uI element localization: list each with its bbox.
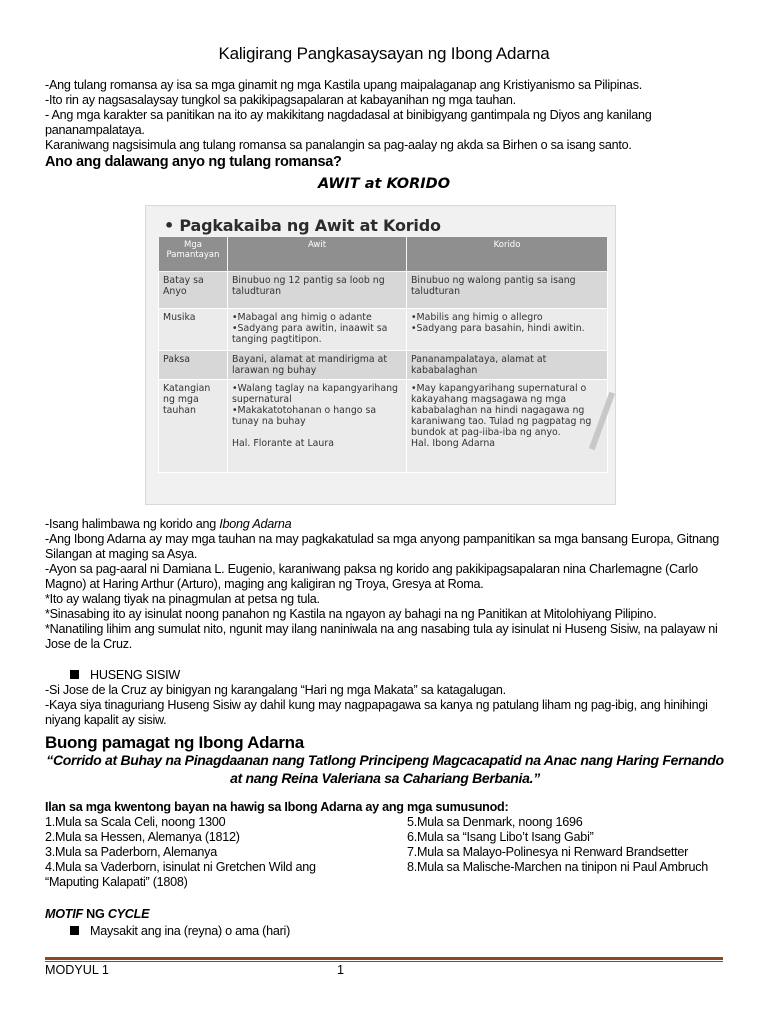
awit-korido-subtitle: AWIT at KORIDO xyxy=(317,176,451,192)
table-row xyxy=(159,309,608,351)
table-cell: •May kapangyarihang supernatural o kakayahang magsagawa ng mga kababalaghan na hindi nagagawa ng karaniwang tao. Tulad ng pagpatag ng bundok at pag-iiba-iba ng anyo. Hal. Ibong Adarna xyxy=(407,380,608,473)
full-title-quote: “Corrido at Buhay na Pinagdaanan nang Tatlong Principeng Magcacapatid na Anac nang Haring Fernando at nang Reina Valeriana sa Cahariang Berbania.” xyxy=(46,752,724,786)
korido-example-title: Ibong Adarna xyxy=(219,517,292,531)
similar-stories-right-column xyxy=(407,815,737,875)
table-cell: •Mabagal ang himig o adante •Sadyang para awitin, inaawit sa tanging pagtitipon. xyxy=(228,309,407,351)
korido-example-prefix: -Isang halimbawa ng korido ang xyxy=(45,517,220,531)
table-cell-label: Paksa xyxy=(159,351,228,380)
table-cell-label: Musika xyxy=(159,309,228,351)
square-bullet-icon xyxy=(70,926,79,935)
korido-example-line xyxy=(45,517,725,532)
body-paragraph xyxy=(45,517,725,652)
list-item: 2.Mula sa Hessen, Alemanya (1812) xyxy=(45,830,240,844)
footer-rule xyxy=(45,957,723,960)
huseng-line: -Si Jose de la Cruz ay binigyan ng karangalang “Hari ng mga Makata” sa katagalugan. xyxy=(45,683,506,697)
similar-stories-heading: Ilan sa mga kwentong bayan na hawig sa Ibong Adarna ay ang mga sumusunod: xyxy=(45,800,509,814)
table-cell: Bayani, alamat at mandirigma at larawan ng buhay xyxy=(228,351,407,380)
full-title-heading: Buong pamagat ng Ibong Adarna xyxy=(45,733,304,752)
list-item: 7.Mula sa Malayo-Polinesya ni Renward Brandsetter xyxy=(407,845,689,859)
square-bullet-icon xyxy=(70,670,79,679)
bullet-text: Maysakit ang ina (reyna) o ama (hari) xyxy=(90,924,291,938)
list-item: 3.Mula sa Paderborn, Alemanya xyxy=(45,845,217,859)
footer-page-number: 1 xyxy=(337,963,345,977)
list-item: 4.Mula sa Vaderborn, isinulat ni Gretchen Wild ang “Maputing Kalapati” (1808) xyxy=(45,860,316,889)
table-row xyxy=(159,272,608,309)
question-heading: Ano ang dalawang anyo ng tulang romansa? xyxy=(45,154,342,170)
list-item: 8.Mula sa Malische-Marchen na tinipon ni Paul Ambruch xyxy=(407,860,709,874)
intro-line: Karaniwang nagsisimula ang tulang romansa sa panalangin sa pag-aalay ng akda sa Birhen o sa isang santo. xyxy=(45,138,632,152)
table-header: Mga Pamantayan xyxy=(159,237,228,272)
table-cell-label: Batay sa Anyo xyxy=(159,272,228,309)
footer-rule-thin xyxy=(45,961,723,962)
intro-line: -Ito rin ay nagsasalaysay tungkol sa pakikipagsapalaran at kabayanihan ng mga tauhan. xyxy=(45,93,516,107)
list-item: 1.Mula sa Scala Celi, noong 1300 xyxy=(45,815,226,829)
intro-line: - Ang mga karakter sa panitikan na ito ay makikitang nagdadasal at binibigyang gantimpala ng Diyos ang kanilang pananampalataya. xyxy=(45,108,652,137)
similar-stories-left-column xyxy=(45,815,365,890)
body-line: *Nanatiling lihim ang sumulat nito, ngunit may ilang naniniwala na ang nasabing tula ay isinulat ni Huseng Sisiw, na palayaw ni Jose de la Cruz. xyxy=(45,622,718,651)
table-header: Korido xyxy=(407,237,608,272)
table-cell: Binubuo ng walong pantig sa isang taludturan xyxy=(407,272,608,309)
huseng-paragraph xyxy=(45,683,725,728)
table-row xyxy=(159,380,608,473)
motif-word: MOTIF xyxy=(45,907,83,921)
list-item: 5.Mula sa Denmark, noong 1696 xyxy=(407,815,583,829)
footer-module-label: MODYUL 1 xyxy=(45,963,109,977)
bullet-text: HUSENG SISIW xyxy=(90,668,181,682)
comparison-table xyxy=(158,236,608,473)
intro-line: -Ang tulang romansa ay isa sa mga ginamit ng mga Kastila upang maipalaganap ang Kristiyanismo sa Pilipinas. xyxy=(45,78,642,92)
table-cell: Pananampalataya, alamat at kababalaghan xyxy=(407,351,608,380)
table-row xyxy=(159,351,608,380)
intro-paragraph xyxy=(45,78,725,153)
list-item: 6.Mula sa “Isang Libo’t Isang Gabi” xyxy=(407,830,594,844)
bullet-item xyxy=(70,668,180,682)
body-line: *Sinasabing ito ay isinulat noong panahon ng Kastila na ngayon ay bahagi na ng Panitikan at Mitolohiyang Pilipino. xyxy=(45,607,657,621)
comparison-slide-image xyxy=(145,205,616,505)
page-title: Kaligirang Pangkasaysayan ng Ibong Adarna xyxy=(218,44,550,63)
table-header: Awit xyxy=(228,237,407,272)
motif-heading xyxy=(45,907,149,921)
bullet-item xyxy=(70,924,290,938)
body-line: -Ang Ibong Adarna ay may mga tauhan na may pagkakatulad sa mga anyong pampanitikan sa mga bansang Europa, Gitnang Silangan at maging sa Asya. xyxy=(45,532,719,561)
slide-title: • Pagkakaiba ng Awit at Korido xyxy=(164,216,441,235)
body-line: *Ito ay walang tiyak na pinagmulan at petsa ng tula. xyxy=(45,592,320,606)
motif-cycle: CYCLE xyxy=(107,907,150,921)
table-cell-label: Katangian ng mga tauhan xyxy=(159,380,228,473)
huseng-line: -Kaya siya tinaguriang Huseng Sisiw ay dahil kung may nagpapagawa sa kanya ng patulang liham ng pag-ibig, ang hinihingi niyang kapalit ay sisiw. xyxy=(45,698,708,727)
motif-ng: NG xyxy=(82,907,108,921)
table-cell: •Walang taglay na kapangyarihang supernatural •Makakatotohanan o hango sa tunay na buhay Hal. Florante at Laura xyxy=(228,380,407,473)
table-header-row xyxy=(159,237,608,272)
body-line: -Ayon sa pag-aaral ni Damiana L. Eugenio, karaniwang paksa ng korido ang pakikipagsapalaran nina Charlemagne (Carlo Magno) at Haring Arthur (Arturo), maging ang kaligiran ng Troya, Gresya at Roma. xyxy=(45,562,698,591)
table-cell: Binubuo ng 12 pantig sa loob ng taludturan xyxy=(228,272,407,309)
table-cell: •Mabilis ang himig o allegro •Sadyang para basahin, hindi awitin. xyxy=(407,309,608,351)
